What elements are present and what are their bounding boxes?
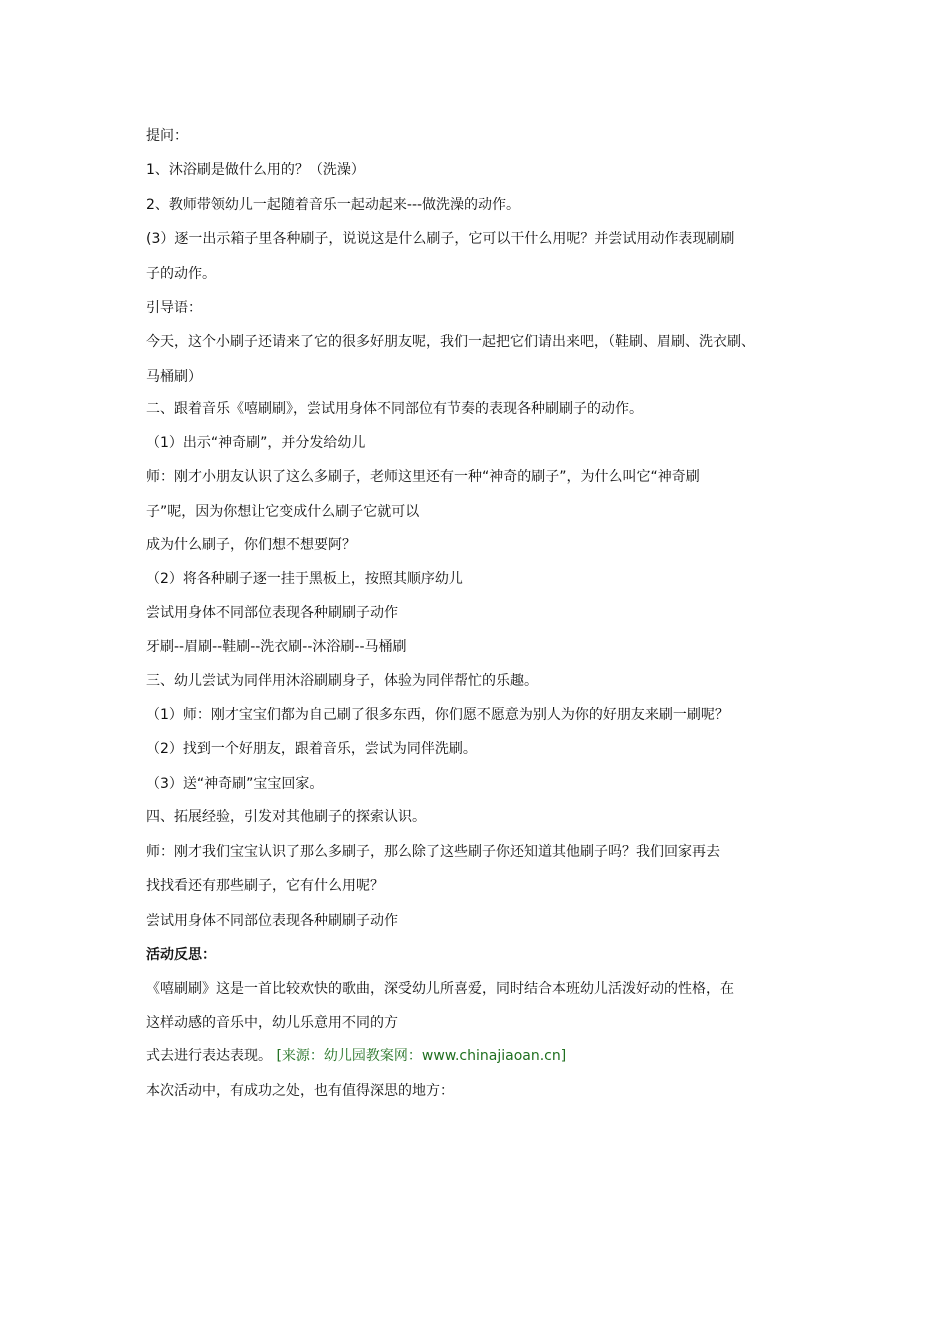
text-line: 子的动作。: [146, 266, 216, 282]
text-line: 2、教师带领幼儿一起随着音乐一起动起来---做洗澡的动作。: [146, 197, 521, 213]
text-line: 《嘻刷刷》这是一首比较欢快的歌曲，深受幼儿所喜爱，同时结合本班幼儿活泼好动的性格，在: [146, 981, 734, 997]
text-line: 本次活动中，有成功之处，也有值得深思的地方：: [146, 1083, 454, 1099]
text-line: （1）师：刚才宝宝们都为自己刷了很多东西，你们愿不愿意为别人为你的好朋友来刷一刷呢？: [146, 707, 729, 723]
section-heading: 三、幼儿尝试为同伴用沐浴刷刷身子，体验为同伴帮忙的乐趣。: [146, 673, 538, 689]
text-line: (3）逐一出示箱子里各种刷子，说说这是什么刷子，它可以干什么用呢？并尝试用动作表现刷刷: [146, 231, 735, 247]
text-line: 这样动感的音乐中，幼儿乐意用不同的方: [146, 1015, 398, 1031]
text-line: 成为什么刷子，你们想不想要阿？: [146, 537, 356, 553]
text-line: （2）找到一个好朋友，跟着音乐，尝试为同伴洗刷。: [146, 741, 477, 757]
section-heading: 四、拓展经验，引发对其他刷子的探索认识。: [146, 809, 426, 825]
text-line: （1）出示“神奇刷”，并分发给幼儿: [146, 435, 366, 451]
text-segment: 式去进行表达表现。: [146, 1048, 272, 1064]
reflection-heading: 活动反思：: [146, 947, 216, 963]
text-line: 师：刚才我们宝宝认识了那么多刷子，那么除了这些刷子你还知道其他刷子吗？我们回家再去: [146, 844, 720, 860]
section-heading: 二、跟着音乐《嘻刷刷》，尝试用身体不同部位有节奏的表现各种刷刷子的动作。: [146, 401, 643, 417]
text-line: 找找看还有那些刷子，它有什么用呢？: [146, 878, 384, 894]
text-line: 引导语：: [146, 300, 202, 316]
text-line: 尝试用身体不同部位表现各种刷刷子动作: [146, 913, 398, 929]
text-line: 牙刷--眉刷--鞋刷--洗衣刷--沐浴刷--马桶刷: [146, 639, 407, 655]
text-line: 1、沐浴刷是做什么用的？（洗澡）: [146, 162, 365, 178]
text-line: 提问：: [146, 128, 188, 144]
text-line: 马桶刷）: [146, 369, 202, 385]
text-line: 子”呢，因为你想让它变成什么刷子它就可以: [146, 504, 420, 520]
text-line: 师：刚才小朋友认识了这么多刷子，老师这里还有一种“神奇的刷子”，为什么叫它“神奇刷: [146, 469, 700, 485]
text-line: （2）将各种刷子逐一挂于黑板上，按照其顺序幼儿: [146, 571, 463, 587]
text-line: （3）送“神奇刷”宝宝回家。: [146, 776, 324, 792]
text-line: 今天，这个小刷子还请来了它的很多好朋友呢，我们一起把它们请出来吧，（鞋刷、眉刷、洗衣刷、: [146, 334, 755, 350]
text-line: [146, 1046, 566, 1066]
text-line: 尝试用身体不同部位表现各种刷刷子动作: [146, 605, 398, 621]
source-link[interactable]: [来源：幼儿园教案网：www.chinajiaoan.cn]: [276, 1048, 567, 1064]
